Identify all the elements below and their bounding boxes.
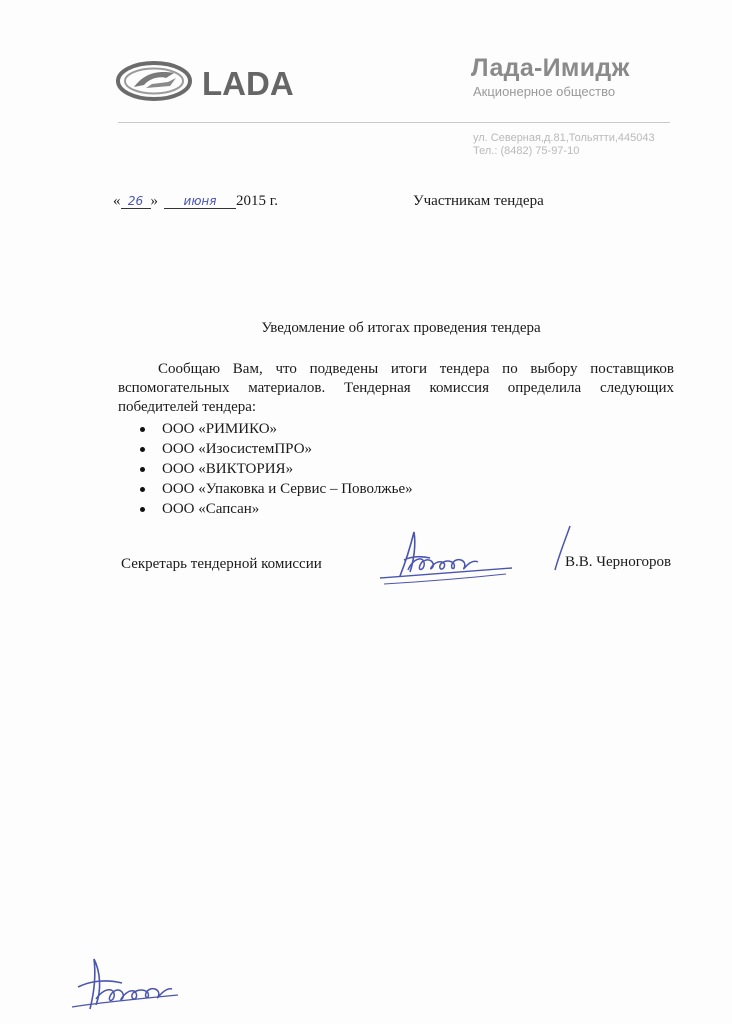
date-open-quote: « [113,193,121,209]
letter-date [113,193,278,210]
list-item: ООО «ВИКТОРИЯ» [118,459,413,479]
lada-logo [116,60,328,102]
company-type: Акционерное общество [473,84,616,99]
handwritten-initials [66,955,186,1015]
date-day: 26 [121,194,151,209]
signatory-role: Секретарь тендерной комиссии [121,556,322,572]
company-address: ул. Северная,д.81,Тольятти,445043 [473,132,655,144]
company-phone: Тел.: (8482) 75-97-10 [473,145,580,157]
recipient: Участникам тендера [413,193,544,209]
logo-wordmark: LADA [202,65,294,102]
notice-paragraph: Сообщаю Вам, что подведены итоги тендера по выбору поставщиков вспомогательных материалов. Тендерная комиссия определила следующих победителей тендера: [118,361,674,415]
handwritten-signature [378,526,513,588]
date-year: 2015 г. [236,193,278,209]
date-close-quote: » [150,193,158,209]
notice-title: Уведомление об итогах проведения тендера [261,320,541,336]
list-item: ООО «Сапсан» [118,499,413,519]
winners-list [118,419,413,519]
date-month: июня [164,194,236,209]
signatory-name: В.В. Черногоров [565,554,672,570]
company-name: Лада-Имидж [471,54,630,82]
list-item: ООО «Упаковка и Сервис – Поволжье» [118,479,413,499]
list-item: ООО «РИМИКО» [118,419,413,439]
header-divider [118,122,670,123]
list-item: ООО «ИзосистемПРО» [118,439,413,459]
